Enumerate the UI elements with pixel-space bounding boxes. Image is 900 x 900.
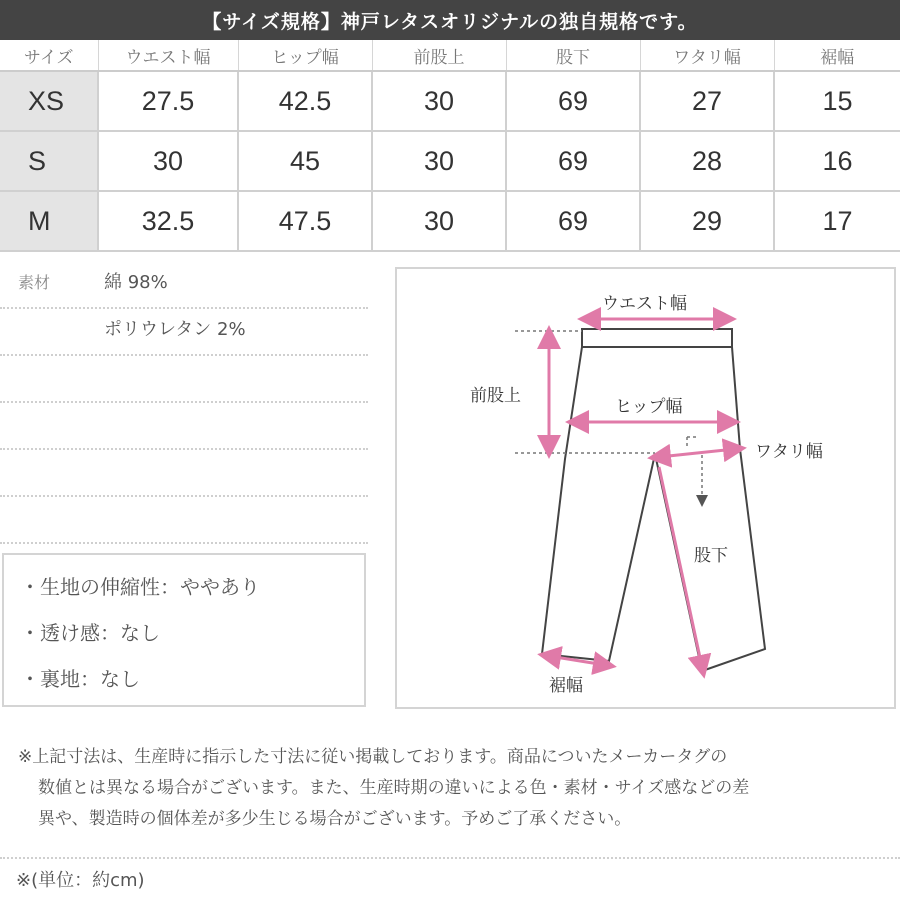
fabric-properties-box <box>2 553 366 707</box>
header-thigh: ワタリ幅 <box>640 40 774 71</box>
note-line: 異や、製造時の個体差が多少生じる場合がございます。予めご了承ください。 <box>38 809 632 829</box>
material-row <box>0 309 368 356</box>
note-line: 数値とは異なる場合がございます。また、生産時期の違いによる色・素材・サイズ感などの差 <box>38 778 750 798</box>
rise-label: 前股上 <box>470 386 521 406</box>
thigh-label: ワタリ幅 <box>755 442 823 462</box>
measurement-diagram <box>395 267 896 709</box>
table-header-row <box>0 40 900 71</box>
table-cell: 28 <box>640 131 774 191</box>
table-cell: 69 <box>506 131 640 191</box>
table-cell: 15 <box>774 71 900 131</box>
table-cell: 32.5 <box>98 191 238 251</box>
size-cell: XS <box>0 71 98 131</box>
table-row <box>0 131 900 191</box>
hip-label: ヒップ幅 <box>615 397 683 417</box>
table-cell: 29 <box>640 191 774 251</box>
right-leg <box>655 347 765 671</box>
empty-row <box>0 450 368 497</box>
size-cell: S <box>0 131 98 191</box>
pants-outline <box>542 329 765 671</box>
table-cell: 30 <box>372 71 506 131</box>
header-front-rise: 前股上 <box>372 40 506 71</box>
material-label: 素材 <box>18 273 51 292</box>
empty-row <box>0 497 368 544</box>
table-cell: 47.5 <box>238 191 372 251</box>
header-size: サイズ <box>0 40 98 71</box>
header-hip: ヒップ幅 <box>238 40 372 71</box>
table-cell: 16 <box>774 131 900 191</box>
table-cell: 69 <box>506 191 640 251</box>
empty-row <box>0 356 368 403</box>
empty-row <box>0 403 368 450</box>
table-row <box>0 191 900 251</box>
table-cell: 27.5 <box>98 71 238 131</box>
stretch-property: ・生地の伸縮性：ややあり <box>20 575 260 599</box>
material-row <box>0 262 368 309</box>
table-cell: 17 <box>774 191 900 251</box>
size-cell: M <box>0 191 98 251</box>
header-hem: 裾幅 <box>774 40 900 71</box>
divider <box>0 857 900 859</box>
material-value: 綿 98% <box>104 272 168 293</box>
table-cell: 30 <box>372 191 506 251</box>
disclaimer-note <box>18 742 890 835</box>
size-spec-title: 【サイズ規格】神戸レタスオリジナルの独自規格です。 <box>0 0 900 40</box>
table-cell: 45 <box>238 131 372 191</box>
inseam-label: 股下 <box>694 546 728 566</box>
table-row <box>0 71 900 131</box>
note-line: ※上記寸法は、生産時に指示した寸法に従い掲載しております。商品についたメーカータグの <box>18 747 728 767</box>
lining-property: ・裏地：なし <box>20 667 140 691</box>
material-section <box>0 262 368 544</box>
inseam-arrow <box>659 467 702 667</box>
header-inseam: 股下 <box>506 40 640 71</box>
waist-label: ウエスト幅 <box>602 294 687 314</box>
table-cell: 69 <box>506 71 640 131</box>
table-cell: 30 <box>372 131 506 191</box>
hem-label: 裾幅 <box>549 676 583 696</box>
thigh-arrow <box>659 449 735 457</box>
unit-note: ※(単位：約cm) <box>16 870 145 891</box>
pants-diagram-svg <box>397 269 898 711</box>
header-waist: ウエスト幅 <box>98 40 238 71</box>
material-value: ポリウレタン 2% <box>104 319 246 340</box>
size-table <box>0 40 900 252</box>
table-cell: 42.5 <box>238 71 372 131</box>
table-cell: 27 <box>640 71 774 131</box>
left-leg <box>542 347 655 661</box>
table-cell: 30 <box>98 131 238 191</box>
sheerness-property: ・透け感：なし <box>20 621 160 645</box>
waistband <box>582 329 732 347</box>
